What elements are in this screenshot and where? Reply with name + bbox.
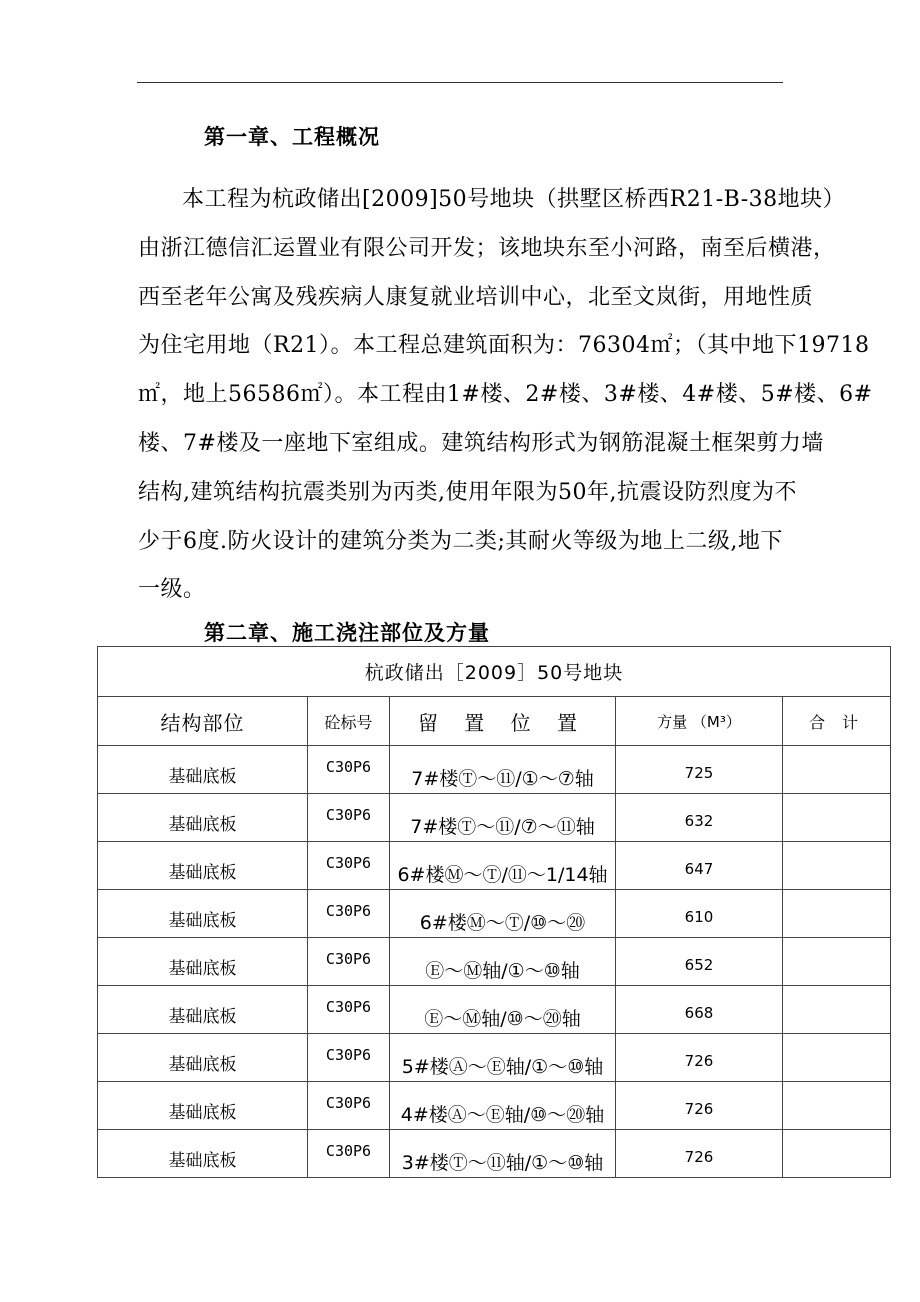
chapter1-title: 第一章、工程概况 (204, 125, 380, 149)
cell-quantity: 726 (616, 1130, 783, 1178)
cell-grade: C30P6 (308, 842, 390, 890)
overview-paragraph (138, 180, 873, 619)
cell-position: Ⓔ～Ⓜ轴/⑩～⑳轴 (390, 986, 616, 1034)
cell-part: 基础底板 (98, 890, 308, 938)
cell-part: 基础底板 (98, 938, 308, 986)
overview-line: ㎡，地上56586㎡）。本工程由1#楼、2#楼、3#楼、4#楼、5#楼、6# (138, 382, 873, 408)
cell-part: 基础底板 (98, 1130, 308, 1178)
cell-total (783, 890, 891, 938)
cell-quantity: 725 (616, 746, 783, 794)
overview-line: 少于6度.防火设计的建筑分类为二类;其耐火等级为地上二级,地下 (138, 528, 783, 554)
overview-line: 本工程为杭政储出[2009]50号地块（拱墅区桥西R21-B-38地块） (182, 187, 846, 212)
header-structure-part: 结构部位 (98, 697, 308, 746)
cell-total (783, 1082, 891, 1130)
cell-position: 6#楼Ⓜ～Ⓣ/⑩～⑳ (390, 890, 616, 938)
cell-position: 3#楼Ⓣ～⑪轴/①～⑩轴 (390, 1130, 616, 1178)
header-total: 合 计 (783, 697, 891, 746)
table-title: 杭政储出［2009］50号地块 (98, 647, 891, 697)
table-row (98, 842, 891, 890)
cell-total (783, 746, 891, 794)
header-rule (137, 82, 783, 83)
cell-part: 基础底板 (98, 746, 308, 794)
cell-quantity: 652 (616, 938, 783, 986)
cell-total (783, 986, 891, 1034)
table-row (98, 938, 891, 986)
cell-total (783, 1130, 891, 1178)
cell-grade: C30P6 (308, 794, 390, 842)
cell-position: Ⓔ～Ⓜ轴/①～⑩轴 (390, 938, 616, 986)
pour-volume-table (97, 646, 891, 1178)
cell-quantity: 668 (616, 986, 783, 1034)
cell-grade: C30P6 (308, 1034, 390, 1082)
table-row (98, 1034, 891, 1082)
cell-grade: C30P6 (308, 890, 390, 938)
cell-position: 7#楼Ⓣ～⑪/⑦～⑪轴 (390, 794, 616, 842)
header-quantity: 方量 （M³） (616, 697, 783, 746)
cell-part: 基础底板 (98, 842, 308, 890)
cell-part: 基础底板 (98, 1034, 308, 1082)
overview-line: 为住宅用地（R21）。本工程总建筑面积为：76304㎡；（其中地下19718 (138, 333, 870, 359)
cell-total (783, 842, 891, 890)
cell-part: 基础底板 (98, 794, 308, 842)
cell-part: 基础底板 (98, 1082, 308, 1130)
cell-quantity: 647 (616, 842, 783, 890)
cell-quantity: 610 (616, 890, 783, 938)
cell-grade: C30P6 (308, 1130, 390, 1178)
table-row (98, 890, 891, 938)
overview-line: 西至老年公寓及残疾病人康复就业培训中心，北至文岚街，用地性质 (138, 284, 814, 310)
cell-grade: C30P6 (308, 986, 390, 1034)
cell-grade: C30P6 (308, 938, 390, 986)
overview-line: 结构,建筑结构抗震类别为丙类,使用年限为50年,抗震设防烈度为不 (138, 479, 797, 505)
overview-line: 由浙江德信汇运置业有限公司开发；该地块东至小河路，南至后横港， (138, 235, 836, 261)
cell-total (783, 794, 891, 842)
table-header-row (98, 697, 891, 746)
chapter2-title: 第二章、施工浇注部位及方量 (204, 621, 490, 645)
cell-quantity: 632 (616, 794, 783, 842)
cell-grade: C30P6 (308, 1082, 390, 1130)
header-concrete-grade: 砼标号 (308, 697, 390, 746)
header-position: 留 置 位 置 (390, 697, 616, 746)
overview-line: 一级。 (138, 577, 206, 603)
table-row (98, 794, 891, 842)
table-row (98, 746, 891, 794)
cell-total (783, 938, 891, 986)
cell-quantity: 726 (616, 1034, 783, 1082)
cell-position: 7#楼Ⓣ～⑪/①～⑦轴 (390, 746, 616, 794)
cell-total (783, 1034, 891, 1082)
cell-grade: C30P6 (308, 746, 390, 794)
cell-position: 6#楼Ⓜ～Ⓣ/⑪～1/14轴 (390, 842, 616, 890)
table-row (98, 1082, 891, 1130)
cell-quantity: 726 (616, 1082, 783, 1130)
table-row (98, 986, 891, 1034)
cell-position: 5#楼Ⓐ～Ⓔ轴/①～⑩轴 (390, 1034, 616, 1082)
table-row (98, 1130, 891, 1178)
overview-line: 楼、7#楼及一座地下室组成。建筑结构形式为钢筋混凝土框架剪力墙 (138, 430, 824, 456)
cell-part: 基础底板 (98, 986, 308, 1034)
cell-position: 4#楼Ⓐ～Ⓔ轴/⑩～⑳轴 (390, 1082, 616, 1130)
